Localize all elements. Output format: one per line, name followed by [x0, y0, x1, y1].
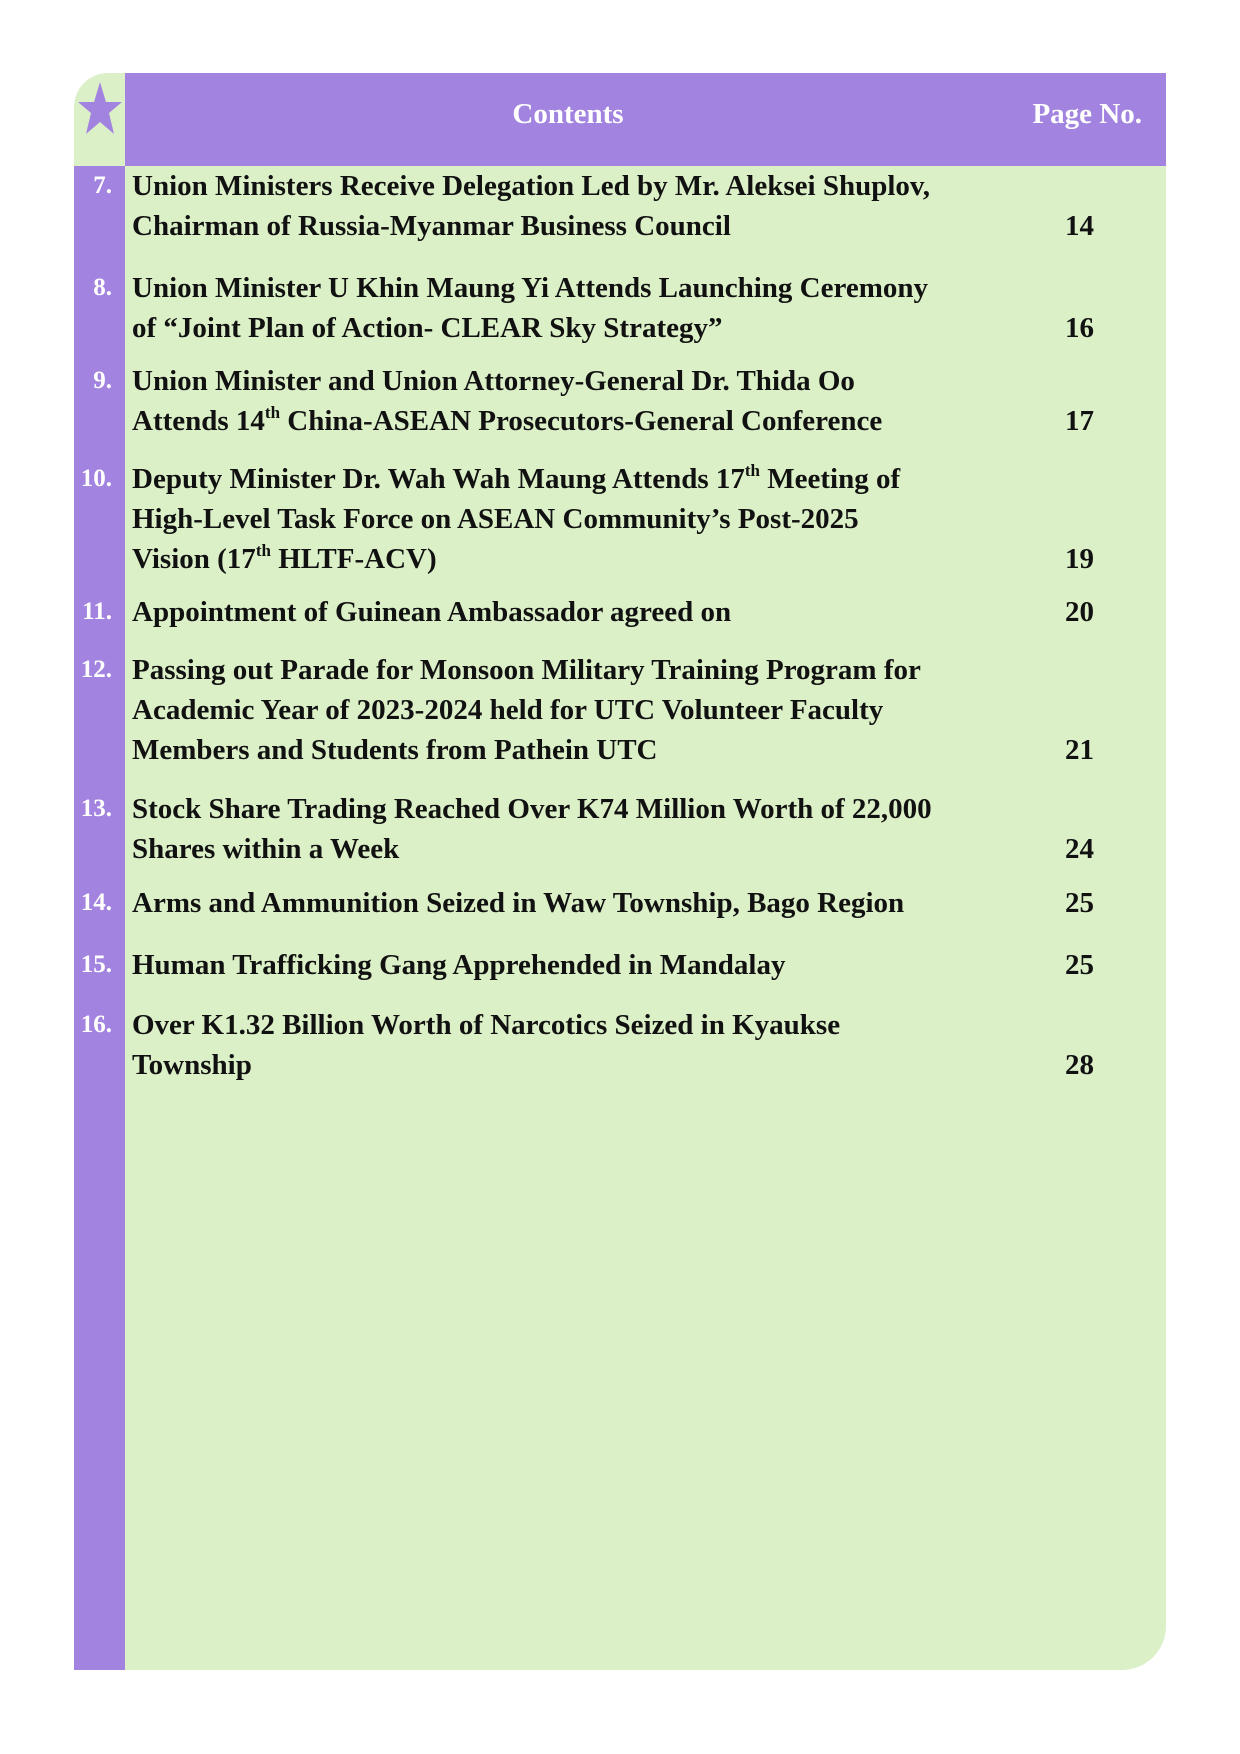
entry-title: Appointment of Guinean Ambassador agreed on — [132, 596, 732, 628]
entry-title: Stock Share Trading Reached Over K74 Million Worth of 22,000 Shares within a Week — [132, 793, 932, 865]
entry-page: 21 — [1065, 734, 1094, 766]
entry-page: 19 — [1065, 543, 1094, 575]
entry-title: Human Trafficking Gang Apprehended in Mandalay — [132, 949, 786, 981]
entry-number: 13. — [80, 795, 112, 822]
entry-page: 14 — [1065, 210, 1094, 242]
contents-heading: Contents — [512, 98, 624, 130]
entry-number: 15. — [80, 951, 112, 978]
entry-title: Arms and Ammunition Seized in Waw Township, Bago Region — [132, 887, 905, 919]
entry-number: 11. — [82, 598, 112, 625]
entry-number: 9. — [93, 367, 112, 394]
entry-title: Passing out Parade for Monsoon Military Training Program for Academic Year of 2023-2024 held for UTC Volunteer Faculty Members and Students from Pathein UTC — [132, 654, 921, 766]
entry-page: 25 — [1065, 887, 1094, 919]
entry-title: Union Minister and Union Attorney-General Dr. Thida Oo Attends 14th China-ASEAN Prosecutors-General Conference — [132, 365, 883, 437]
contents-header — [125, 73, 1166, 166]
entry-page: 28 — [1065, 1049, 1094, 1081]
star-icon — [76, 78, 124, 140]
entry-number: 16. — [80, 1011, 112, 1038]
page-no-heading: Page No. — [1032, 98, 1142, 130]
entry-number: 7. — [93, 172, 112, 199]
entry-title: Deputy Minister Dr. Wah Wah Maung Attends 17th Meeting of High-Level Task Force on ASEAN Community’s Post-2025 Vision (17th HLTF-ACV) — [132, 461, 901, 575]
entry-page: 17 — [1065, 405, 1094, 437]
contents-panel — [74, 73, 1166, 1670]
entry-page: 24 — [1065, 833, 1094, 865]
entry-number: 12. — [80, 656, 112, 683]
entry-title: Union Minister U Khin Maung Yi Attends Launching Ceremony of “Joint Plan of Action- CLEAR Sky Strategy” — [132, 272, 928, 344]
entry-number: 10. — [80, 465, 112, 492]
entry-number: 14. — [80, 889, 112, 916]
entry-page: 16 — [1065, 312, 1094, 344]
entry-title: Union Ministers Receive Delegation Led by Mr. Aleksei Shuplov, Chairman of Russia-Myanmar Business Council — [132, 170, 931, 242]
entry-page: 20 — [1065, 596, 1094, 628]
entry-page: 25 — [1065, 949, 1094, 981]
entry-number: 8. — [93, 274, 112, 301]
entry-title: Over K1.32 Billion Worth of Narcotics Seized in Kyaukse Township — [132, 1009, 841, 1081]
